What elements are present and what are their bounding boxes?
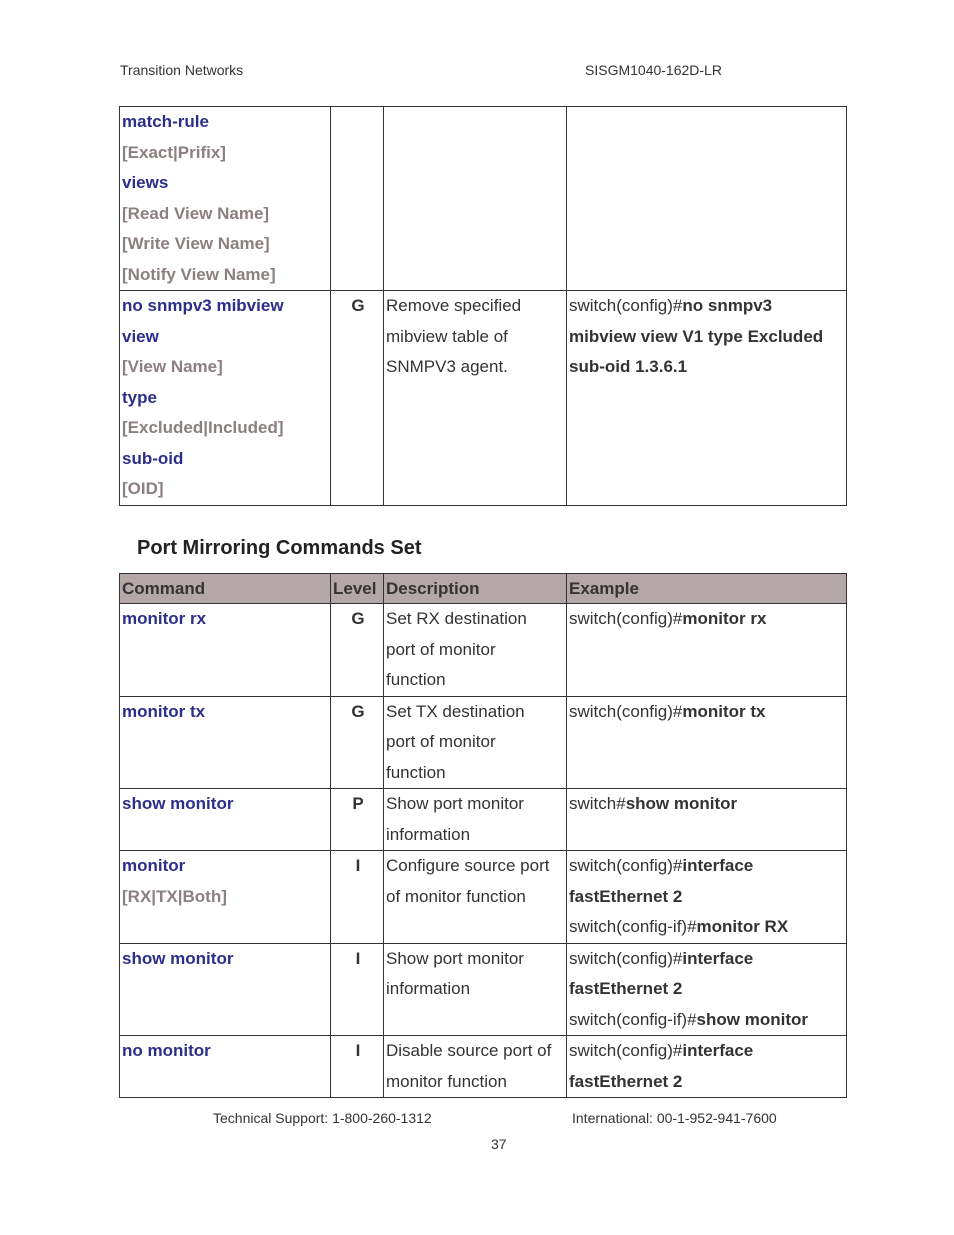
command-keyword: type <box>122 387 157 407</box>
example-command: sub-oid 1.3.6.1 <box>569 357 688 376</box>
example-line <box>569 851 846 882</box>
description-line: Show port monitor <box>386 948 524 968</box>
example-line <box>569 912 846 943</box>
command-keyword: match-rule <box>122 112 209 131</box>
command-cell <box>120 107 331 291</box>
table-row <box>120 851 847 944</box>
example-cell <box>567 943 847 1036</box>
description-cell <box>384 107 567 291</box>
description-line: Set RX destination <box>386 609 527 628</box>
table-row <box>120 291 847 506</box>
description-line: information <box>386 824 471 844</box>
description-line: Set TX destination <box>386 701 525 721</box>
table-row <box>120 604 847 697</box>
description-line: mibview table of <box>386 326 508 346</box>
command-keyword: monitor rx <box>122 609 207 628</box>
command-cell <box>120 789 331 851</box>
example-command: fastEthernet 2 <box>569 979 683 998</box>
description-line: SNMPV3 agent. <box>386 357 508 376</box>
example-line <box>569 789 846 820</box>
example-cell <box>567 291 847 506</box>
description-cell <box>384 291 567 506</box>
example-line <box>569 322 846 353</box>
level-cell <box>331 107 384 291</box>
example-cell <box>567 1036 847 1098</box>
command-argument: [Exact|Prifix] <box>122 142 226 162</box>
command-argument: [OID] <box>122 479 164 498</box>
command-argument: [Notify View Name] <box>122 264 276 284</box>
header-command: Command <box>120 574 331 604</box>
description-line: port of monitor <box>386 732 496 751</box>
description-line: function <box>386 762 446 782</box>
command-keyword: monitor tx <box>122 701 206 721</box>
example-cell <box>567 107 847 291</box>
level-cell: I <box>331 851 384 944</box>
page-number: 37 <box>491 1136 507 1152</box>
command-cell <box>120 604 331 697</box>
command-argument: [View Name] <box>122 357 223 376</box>
level-cell: I <box>331 1036 384 1098</box>
table-row <box>120 107 847 291</box>
command-keyword: no snmpv3 mibview <box>122 296 284 315</box>
example-prompt: switch(config)# <box>569 856 683 875</box>
description-cell <box>384 696 567 789</box>
command-keyword: views <box>122 173 169 192</box>
example-prompt: switch(config)# <box>569 948 683 968</box>
example-command: mibview view V1 type Excluded <box>569 326 824 346</box>
example-command: monitor tx <box>682 701 766 721</box>
description-line: port of monitor <box>386 639 496 659</box>
example-prompt: switch(config)# <box>569 296 683 315</box>
command-keyword: no monitor <box>122 1041 211 1060</box>
command-cell <box>120 696 331 789</box>
description-line: information <box>386 979 471 998</box>
command-cell <box>120 943 331 1036</box>
example-cell <box>567 696 847 789</box>
level-cell: G <box>331 696 384 789</box>
description-cell <box>384 604 567 697</box>
example-command: interface <box>682 948 754 968</box>
description-cell <box>384 851 567 944</box>
table-row <box>120 1036 847 1098</box>
example-command: fastEthernet 2 <box>569 1071 683 1091</box>
command-argument: [Write View Name] <box>122 234 270 253</box>
example-command: interface <box>682 1041 754 1060</box>
example-line <box>569 604 846 635</box>
command-keyword: monitor <box>122 856 186 875</box>
table-row <box>120 696 847 789</box>
level-cell: P <box>331 789 384 851</box>
example-line <box>569 974 846 1005</box>
description-line: Configure source port <box>386 856 550 875</box>
level-cell: I <box>331 943 384 1036</box>
example-prompt: switch# <box>569 794 626 813</box>
command-cell <box>120 851 331 944</box>
description-line: Remove specified <box>386 296 522 315</box>
command-cell <box>120 1036 331 1098</box>
command-cell <box>120 291 331 506</box>
footer-international: International: 00-1-952-941-7600 <box>572 1110 777 1126</box>
command-argument: [Excluded|Included] <box>122 418 284 437</box>
section-title: Port Mirroring Commands Set <box>137 537 422 559</box>
command-argument: [Read View Name] <box>122 203 270 223</box>
example-line <box>569 944 846 975</box>
example-command: show monitor <box>625 794 738 813</box>
example-command: monitor rx <box>682 609 767 628</box>
table-row <box>120 789 847 851</box>
description-line: monitor function <box>386 1071 507 1091</box>
example-cell <box>567 789 847 851</box>
command-argument: [RX|TX|Both] <box>122 886 227 906</box>
example-line <box>569 697 846 728</box>
example-line <box>569 882 846 913</box>
description-cell <box>384 789 567 851</box>
header-description: Description <box>384 574 567 604</box>
command-keyword: sub-oid <box>122 448 184 468</box>
description-line: function <box>386 670 446 689</box>
example-line <box>569 1067 846 1098</box>
example-command: no snmpv3 <box>682 296 773 315</box>
description-line: of monitor function <box>386 886 526 906</box>
example-cell <box>567 851 847 944</box>
example-prompt: switch(config-if)# <box>569 917 697 936</box>
example-prompt: switch(config)# <box>569 701 683 721</box>
example-line <box>569 1036 846 1067</box>
example-prompt: switch(config)# <box>569 609 683 628</box>
command-keyword: show monitor <box>122 794 234 813</box>
example-line <box>569 1005 846 1036</box>
command-keyword: view <box>122 326 159 346</box>
example-command: show monitor <box>696 1009 808 1029</box>
header-example: Example <box>567 574 847 604</box>
example-line <box>569 291 846 322</box>
table-row <box>120 943 847 1036</box>
snmpv3-command-table <box>119 106 847 506</box>
example-command: monitor RX <box>696 917 789 936</box>
footer-support: Technical Support: 1-800-260-1312 <box>213 1110 432 1126</box>
example-prompt: switch(config)# <box>569 1041 683 1060</box>
header-model: SISGM1040-162D-LR <box>585 62 722 78</box>
description-line: Show port monitor <box>386 794 524 813</box>
description-line: Disable source port of <box>386 1041 552 1060</box>
header-level: Level <box>331 574 384 604</box>
table-header-row <box>120 574 847 604</box>
example-command: fastEthernet 2 <box>569 886 683 906</box>
level-cell: G <box>331 291 384 506</box>
header-company: Transition Networks <box>120 62 244 78</box>
example-command: interface <box>682 856 754 875</box>
port-mirroring-table <box>119 573 847 1098</box>
description-cell <box>384 943 567 1036</box>
example-line <box>569 352 846 383</box>
example-cell <box>567 604 847 697</box>
example-prompt: switch(config-if)# <box>569 1009 697 1029</box>
description-cell <box>384 1036 567 1098</box>
command-keyword: show monitor <box>122 948 234 968</box>
level-cell: G <box>331 604 384 697</box>
